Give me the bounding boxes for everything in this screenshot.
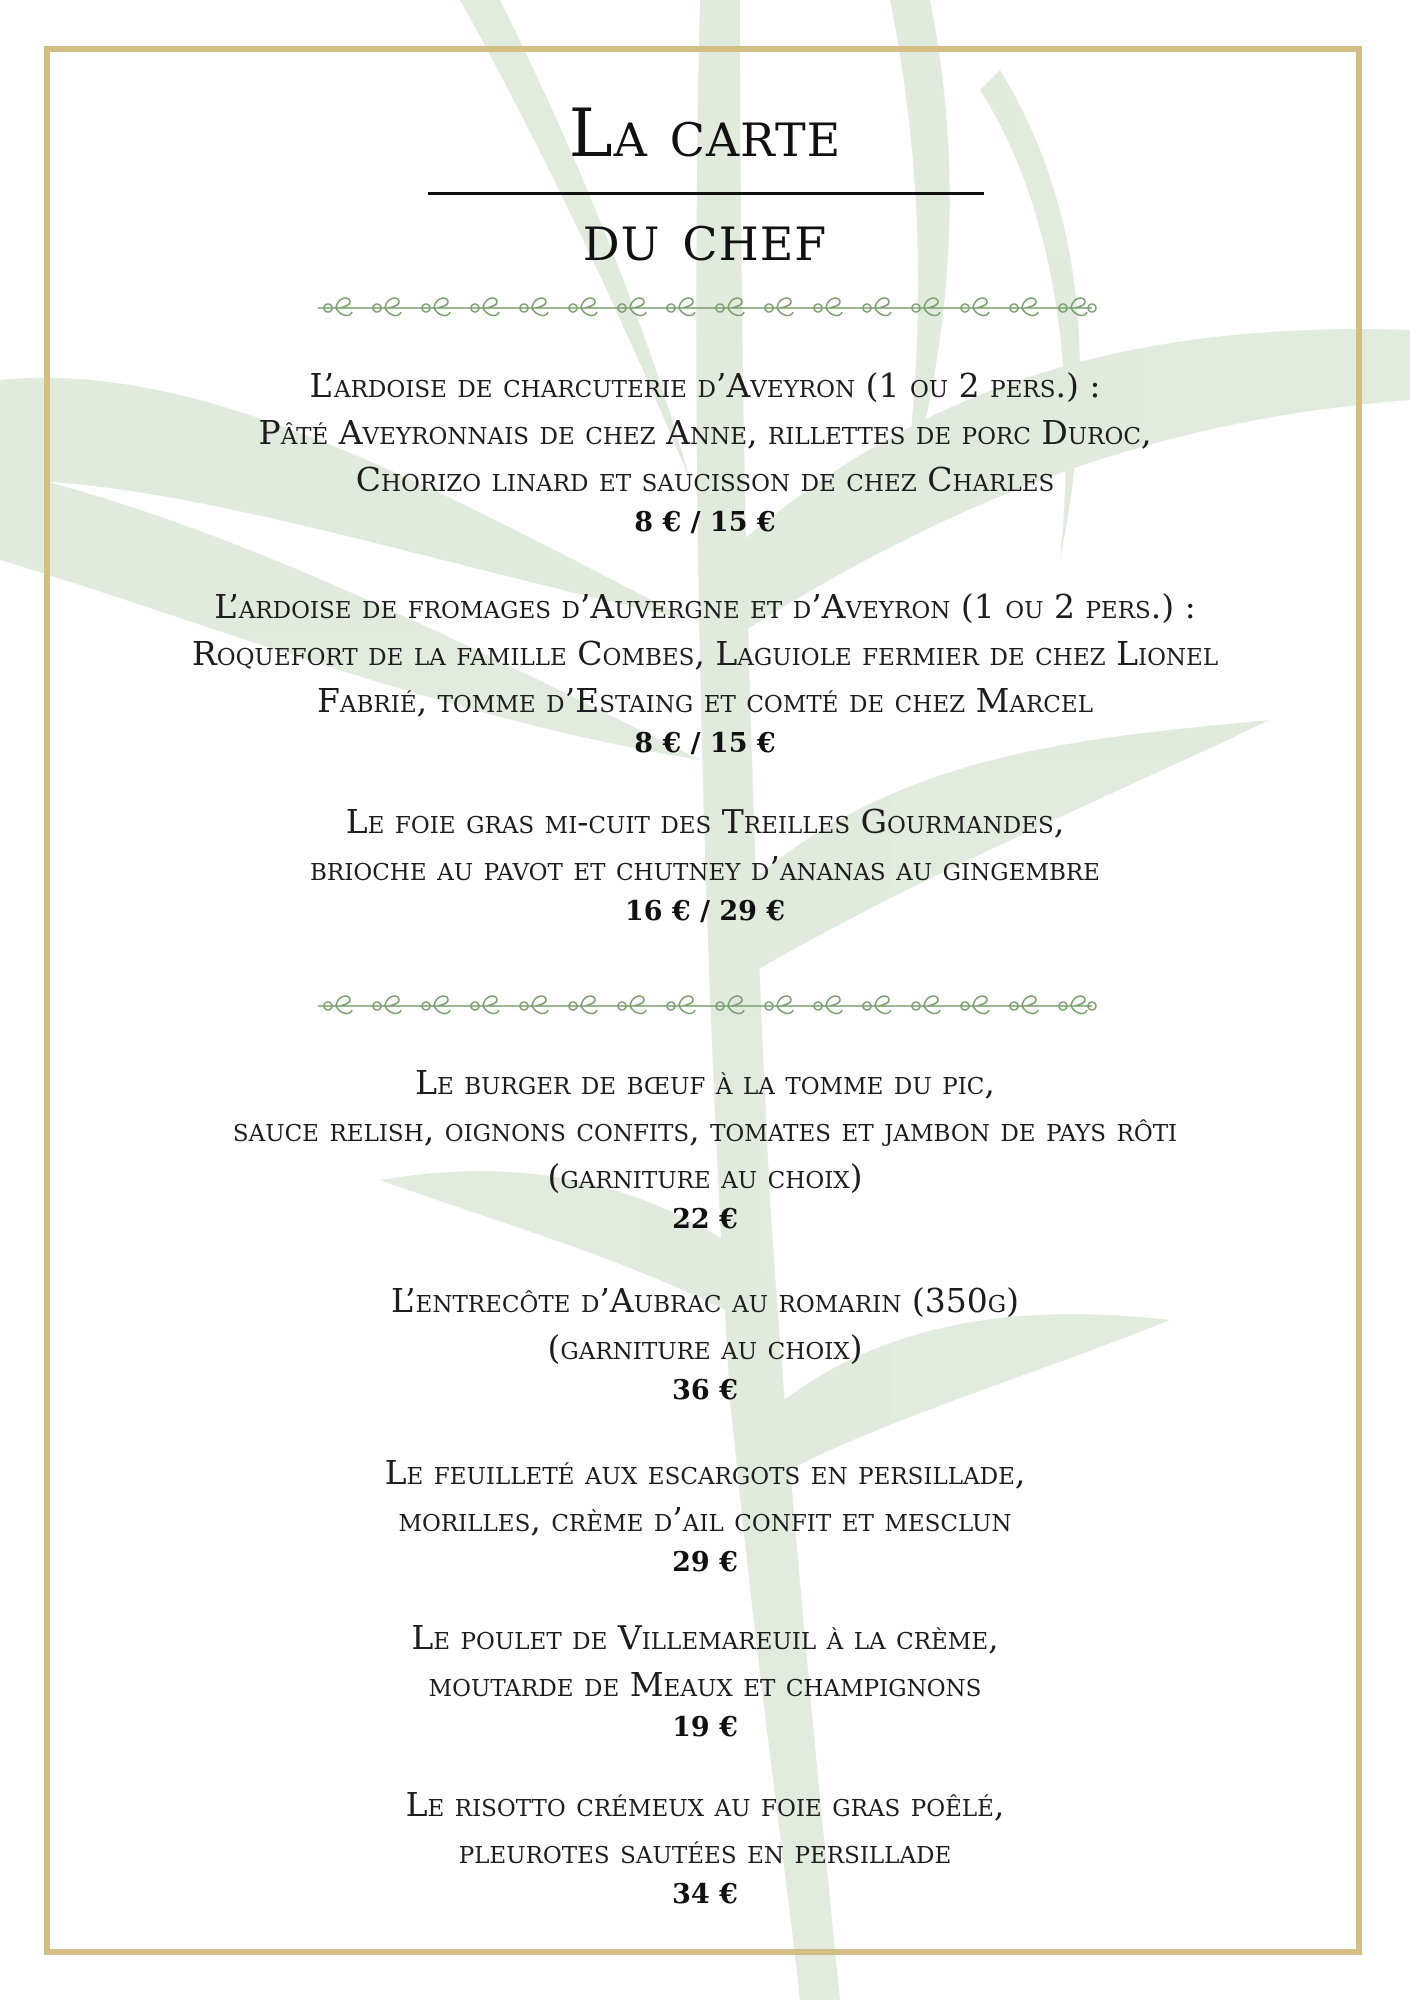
menu-item-price: 29 € [672, 1547, 738, 1578]
menu-item-line: Pâté Aveyronnais de chez Anne, rillettes de porc Duroc, [258, 413, 1152, 452]
menu-item-line: Fabrié, tomme d’Estaing et comté de chez Marcel [317, 681, 1093, 720]
menu-item-line: Le poulet de Villemareuil à la crème, [411, 1618, 999, 1657]
menu-item [60, 1781, 1350, 1915]
menu-item-line: sauce relish, oignons confits, tomates et jambon de pays rôti [232, 1110, 1178, 1149]
menu-item-price: 8 € / 15 € [634, 507, 776, 538]
menu-item-line: brioche au pavot et chutney d’ananas au gingembre [310, 849, 1100, 888]
menu-item-line: Roquefort de la famille Combes, Laguiole fermier de chez Lionel [191, 634, 1219, 673]
menu-item-price: 8 € / 15 € [634, 728, 776, 759]
menu-item [60, 1277, 1350, 1411]
menu-item-line: pleurotes sautées en persillade [458, 1832, 952, 1871]
menu-item-price: 16 € / 29 € [624, 896, 786, 927]
menu-item-price: 19 € [672, 1712, 738, 1743]
menu-title-line2: du chef [582, 199, 828, 276]
menu-item [60, 362, 1350, 543]
menu-item-line: Chorizo linard et saucisson de chez Charles [355, 460, 1055, 499]
menu-item-line: Le foie gras mi-cuit des Treilles Gourmandes, [345, 802, 1065, 841]
menu-item-line: L’ardoise de charcuterie d’Aveyron (1 ou 2 pers.) : [309, 366, 1101, 405]
menu-item [60, 583, 1350, 764]
menu-item [60, 1059, 1350, 1240]
menu-item-price: 34 € [672, 1879, 738, 1910]
menu-item-line: L’ardoise de fromages d’Auvergne et d’Aveyron (1 ou 2 pers.) : [214, 587, 1196, 626]
menu-item-line: moutarde de Meaux et champignons [428, 1665, 982, 1704]
menu-item [60, 1614, 1350, 1748]
menu-item-line: Le burger de bœuf à la tomme du pic, [415, 1063, 995, 1102]
menu-item-line: (garniture au choix) [547, 1157, 863, 1196]
menu-item-line: L’entrecôte d’Aubrac au romarin (350g) [391, 1281, 1019, 1320]
menu-item [60, 1449, 1350, 1583]
menu-item-line: Le feuilleté aux escargots en persillade, [384, 1453, 1026, 1492]
menu-item-line: (garniture au choix) [547, 1328, 863, 1367]
menu-item-line: morilles, crème d’ail confit et mesclun [398, 1500, 1012, 1539]
menu-item [60, 798, 1350, 932]
menu-item-price: 36 € [672, 1375, 738, 1406]
menu-item-price: 22 € [672, 1204, 738, 1235]
menu-item-line: Le risotto crémeux au foie gras poêlé, [405, 1785, 1005, 1824]
menu-title-line1: La carte [568, 95, 842, 172]
